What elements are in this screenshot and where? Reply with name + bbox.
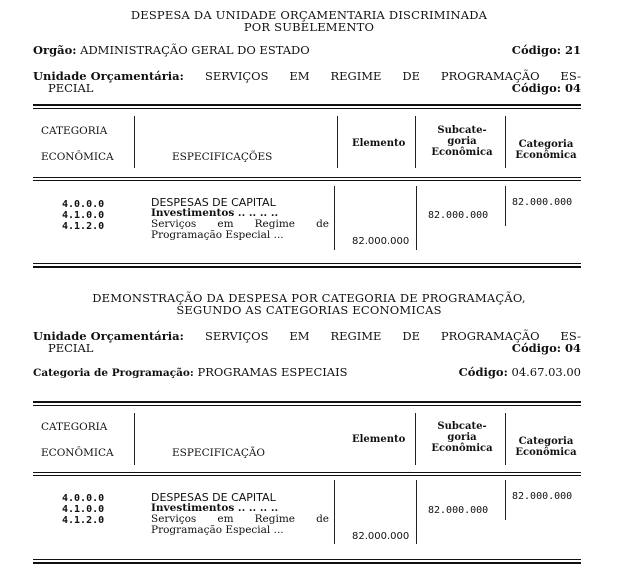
table1-header-subcategoria [420,125,504,158]
table1-specs [151,197,329,241]
section2-title-line2: SEGUNDO AS CATEGORIAS ECONOMICAS [176,303,442,317]
table1-categoria-value: 82.000.000 [512,197,573,208]
table2-code-3: 4.1.2.0 [62,515,105,526]
table1-code-2: 4.1.0.0 [62,210,105,221]
table1-spec-4: Programação Especial ... [151,229,284,241]
unidade-value-1: SERVIÇOS EM REGIME DE PROGRAMAÇÃO ES- [205,69,581,83]
table1-header-elemento: Elemento [352,138,406,149]
table1-subcat-l1: Subcate- [437,125,487,136]
table1-cat-l2: Econômica [515,150,577,161]
orgao-value: ADMINISTRAÇÃO GERAL DO ESTADO [80,43,310,57]
table2-header-especificacao: ESPECIFICAÇÃO [172,447,266,459]
table2-top-rule [33,401,581,403]
table1-header-especificacoes: ESPECIFICAÇÕES [172,151,273,163]
table2-header-sep3 [505,413,506,465]
unidade-codigo: Código: 04 [511,81,581,95]
table2-header-sep1 [134,413,135,465]
table1-code-1: 4.0.0.0 [62,199,105,210]
table1-subcat-l2: goria [447,136,477,147]
table2-header-sep2 [415,413,416,465]
table2-subcat-l1: Subcate- [437,421,487,432]
table2-code-1: 4.0.0.0 [62,493,105,504]
table1-cat-l1: Categoria [518,139,574,150]
table1-header-economica: ECONÔMICA [41,151,114,163]
table2-categoria-value: 82.000.000 [512,491,573,502]
table2-spec-4: Programação Especial ... [151,524,284,536]
section1-title-line2: POR SUBELEMENTO [243,20,375,34]
catprog-codigo-label: Código: [458,365,508,379]
table1-header-sep3 [415,116,416,168]
table2-cat-l1: Categoria [518,436,574,447]
catprog-value: PROGRAMAS ESPECIAIS [197,365,348,379]
table1-body-sep2 [416,186,417,250]
catprog-label: Categoria de Programação: [33,367,194,379]
table2-bottom-rule-thin [33,559,581,560]
table2-header-rule-2 [33,475,581,476]
table1-subcategoria-value: 82.000.000 [428,210,489,221]
table1-header-categoria: CATEGORIA [41,125,108,137]
table2-body-sep3 [505,480,506,520]
table2-header-economica: ECONÔMICA [41,447,114,459]
table1-spec-3: Serviços em Regime de [151,218,329,230]
table1-codes [62,199,104,232]
catprog-codigo [459,366,581,378]
table2-spec-3: Serviços em Regime de [151,513,329,525]
table1-header-rule [33,177,581,178]
table2-spec-1: DESPESAS DE CAPITAL [151,491,276,504]
table2-cat-l2: Econômica [515,447,577,458]
s2-unidade-label: Unidade Orçamentária: [33,329,184,343]
table2-header-subcategoria [420,421,504,454]
s2-unidade-value-1: SERVIÇOS EM REGIME DE PROGRAMAÇÃO ES- [205,329,581,343]
table1-bottom-rule [33,266,581,268]
table2-spec-2: Investimentos .. .. .. .. [151,502,279,514]
table1-header-sep2 [337,116,338,168]
orgao-codigo: Código: 21 [511,43,581,57]
s2-unidade-value-2: PECIAL [48,341,94,355]
table2-header-categoria-economica [508,436,584,458]
table1-bottom-rule-thin [33,263,581,264]
table1-code-3: 4.1.2.0 [62,221,105,232]
table2-subcategoria-value: 82.000.000 [428,505,489,516]
table1-elemento-value: 82.000.000 [352,236,410,247]
table1-top-rule-thin [33,108,581,109]
table2-header-categoria: CATEGORIA [41,421,108,433]
s2-unidade-codigo: Código: 04 [511,341,581,355]
table2-specs [151,492,329,536]
table2-header-rule [33,472,581,473]
table2-subcat-l2: goria [447,432,477,443]
table2-body-sep1 [334,480,335,544]
table1-subcat-l3: Econômica [431,147,493,158]
unidade-label: Unidade Orçamentária: [33,69,184,83]
table2-elemento-value: 82.000.000 [352,531,410,542]
table2-subcat-l3: Econômica [431,443,493,454]
section1-title-line1: DESPESA DA UNIDADE ORÇAMENTARIA DISCRIMINADA [130,8,488,22]
table1-body-sep1 [334,186,335,250]
table1-header-sep4 [505,116,506,168]
unidade-value-2: PECIAL [48,81,94,95]
orgao-line [33,44,310,56]
table1-top-rule [33,104,581,106]
table1-header-categoria-economica [508,139,584,161]
table1-header-rule-2 [33,180,581,181]
table2-header-elemento: Elemento [352,434,406,445]
section2-title-line1: DEMONSTRAÇÃO DA DESPESA POR CATEGORIA DE PROGRAMAÇÃO, [92,291,526,305]
catprog-codigo-value: 04.67.03.00 [511,365,581,379]
table2-body-sep2 [416,480,417,544]
orgao-label: Orgão: [33,43,77,57]
table2-code-2: 4.1.0.0 [62,504,105,515]
table2-codes [62,493,104,526]
table1-spec-1: DESPESAS DE CAPITAL [151,196,276,209]
table1-spec-2: Investimentos .. .. .. .. [151,207,279,219]
catprog-line [33,366,348,379]
table1-header-sep1 [134,116,135,168]
table2-bottom-rule [33,562,581,564]
table1-body-sep3 [505,186,506,226]
table2-top-rule-thin [33,405,581,406]
